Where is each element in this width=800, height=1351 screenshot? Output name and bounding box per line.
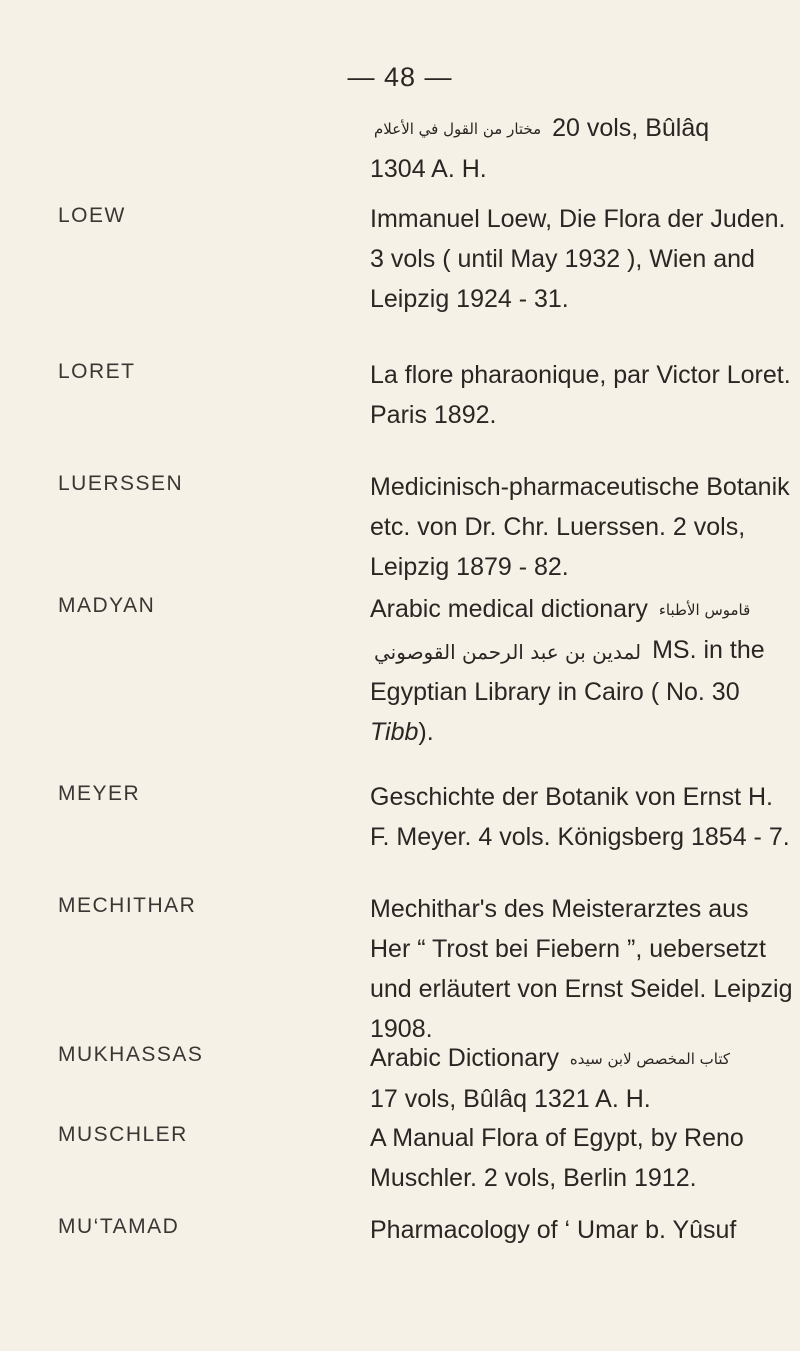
description-line: 1908. — [370, 1015, 433, 1043]
entry-key: MU‘TAMAD — [58, 1215, 180, 1238]
entry-key: MEYER — [58, 782, 141, 805]
description-line: etc. von Dr. Chr. Luerssen. 2 vols, — [370, 513, 746, 541]
entry-description — [370, 467, 790, 587]
entry-description — [370, 777, 790, 857]
description-line: Immanuel Loew, Die Flora der Juden. — [370, 205, 786, 233]
entry-key: LORET — [58, 360, 136, 383]
entry-key: MUKHASSAS — [58, 1043, 204, 1066]
description-line: F. Meyer. 4 vols. Königsberg 1854 - 7. — [370, 823, 790, 851]
description-line — [370, 630, 770, 671]
arabic-title: مختار من القول في الأعلام — [374, 120, 542, 139]
entry-description — [370, 199, 786, 319]
description-line: 3 vols ( until May 1932 ), Wien and — [370, 245, 755, 273]
description-line: Paris 1892. — [370, 401, 497, 429]
entry-key: MUSCHLER — [58, 1123, 188, 1146]
description-line — [370, 589, 770, 630]
italic-text: Tibb — [370, 717, 419, 746]
description-line: Leipzig 1879 - 82. — [370, 553, 569, 581]
description-line: 17 vols, Bûlâq 1321 A. H. — [370, 1085, 651, 1114]
description-line: La flore pharaonique, par Victor Loret. — [370, 361, 791, 389]
description-line: Mechithar's des Meisterarztes aus — [370, 895, 749, 923]
entry-key: MADYAN — [58, 594, 156, 617]
arabic-author: لمدين بن عبد الرحمن القوصوني — [374, 639, 642, 664]
arabic-title: قاموس الأطباء — [658, 601, 751, 620]
description-line — [370, 1038, 770, 1079]
line-text: Arabic medical dictionary — [370, 595, 648, 623]
entry-description — [370, 108, 770, 189]
description-line: Her “ Trost bei Fiebern ”, uebersetzt — [370, 935, 766, 963]
entry-description — [370, 589, 770, 752]
description-line: Geschichte der Botanik von Ernst H. — [370, 783, 773, 811]
entry-description — [370, 1210, 770, 1250]
line-text: ). — [418, 717, 434, 746]
line-text: 20 vols, Bûlâq — [552, 114, 710, 142]
entry-description — [370, 1038, 770, 1119]
description-line: Muschler. 2 vols, Berlin 1912. — [370, 1164, 697, 1192]
entry-key: LUERSSEN — [58, 472, 184, 495]
entry-description — [370, 889, 793, 1049]
description-line: und erläutert von Ernst Seidel. Leipzig — [370, 975, 793, 1003]
description-line: Pharmacology of ‘ Umar b. Yûsuf — [370, 1216, 737, 1244]
description-line: Medicinisch-pharmaceutische Botanik — [370, 473, 790, 501]
description-line: 1304 A. H. — [370, 155, 487, 184]
entry-key: LOEW — [58, 204, 126, 227]
line-text: Arabic Dictionary — [370, 1044, 559, 1072]
description-line — [370, 712, 770, 752]
entry-description — [370, 355, 791, 435]
description-line — [370, 108, 770, 149]
entry-description — [370, 1118, 770, 1198]
entry-key: MECHITHAR — [58, 894, 197, 917]
description-line: Leipzig 1924 - 31. — [370, 285, 569, 313]
line-text: MS. in the — [652, 636, 765, 665]
description-line: Egyptian Library in Cairo ( No. 30 — [370, 677, 740, 706]
arabic-title: كتاب المخصص لابن سيده — [569, 1050, 731, 1069]
page-number: — 48 — — [347, 62, 453, 92]
description-line: A Manual Flora of Egypt, by Reno — [370, 1124, 744, 1152]
